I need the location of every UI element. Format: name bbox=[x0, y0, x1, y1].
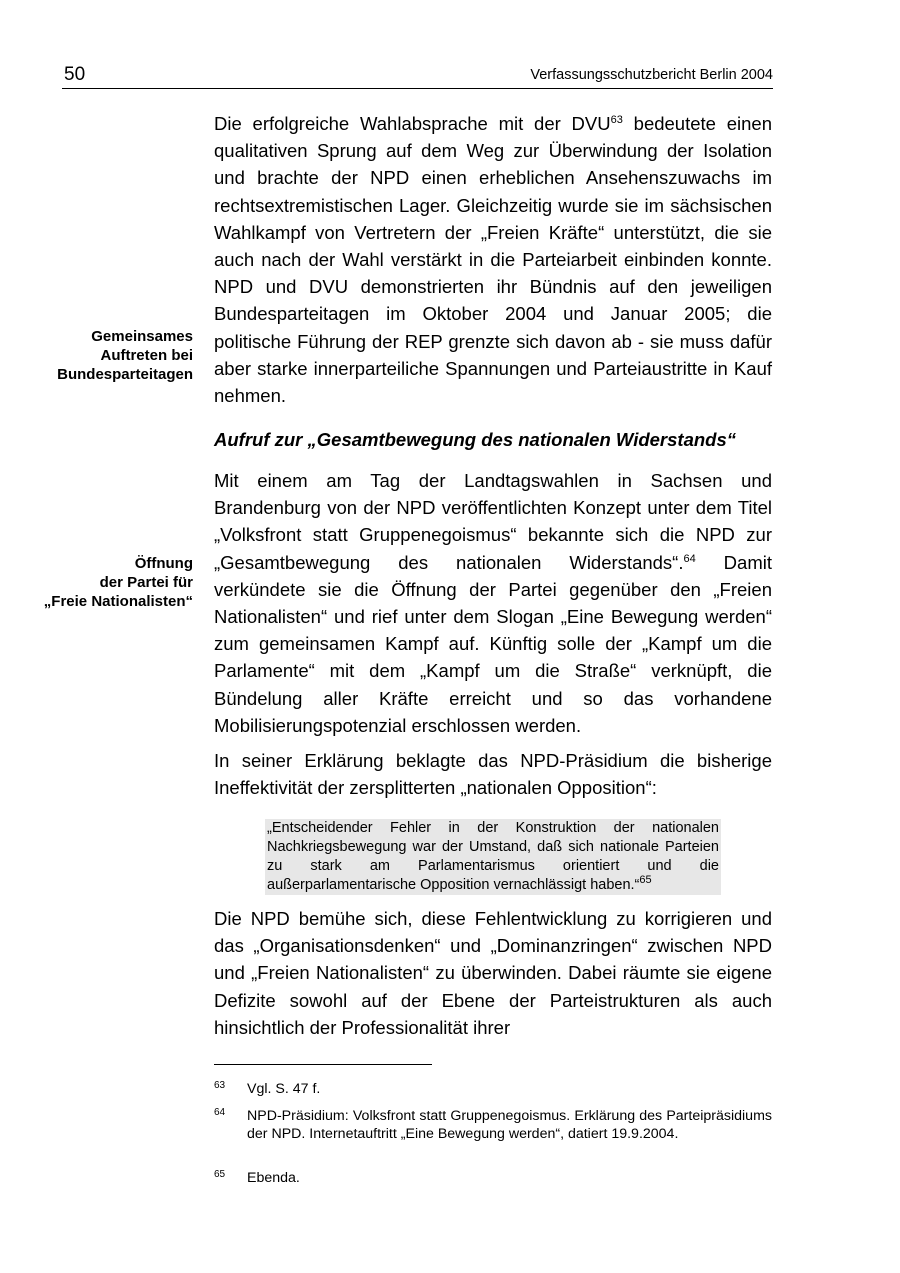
paragraph bbox=[214, 467, 772, 739]
page-header bbox=[62, 64, 773, 89]
margin-note-line: der Partei für bbox=[99, 574, 193, 591]
paragraph-text: Damit verkündete sie die Öffnung der Partei gegenüber den „Freien Nationalisten“ und rief unter dem Slogan „Eine Bewegung werden“ zum gemeinsamen Kampf auf. Künftig solle der „Kampf um die Parlamente“ mit dem „Kampf um die Straße“ verknüpft, die Bündelung aller Kräfte erreicht und so das vorhandene Mobilisierungspotenzial erschlossen werden. bbox=[214, 551, 772, 736]
margin-note-line: „Freie Nationalisten“ bbox=[43, 593, 193, 610]
footnote-text: NPD-Präsidium: Volksfront statt Gruppenegoismus. Erklärung des Parteipräsidiums der NPD. Internetauftritt „Eine Bewegung werden“, datiert 19.9.2004. bbox=[247, 1108, 772, 1142]
section-continuation bbox=[214, 905, 772, 1041]
footnote-text: Ebenda. bbox=[247, 1170, 300, 1186]
section-intro bbox=[214, 110, 772, 409]
margin-note-line: Bundesparteitagen bbox=[57, 366, 193, 383]
footnote-number: 65 bbox=[214, 1169, 226, 1180]
paragraph: Die NPD bemühe sich, diese Fehlentwicklung zu korrigieren und das „Organisationsdenken“ und „Dominanzringen“ zwischen NPD und „Freien Nationalisten“ zu überwinden. Dabei räumte sie eigene Defizite sowohl auf der Ebene der Parteistrukturen als auch hinsichtlich der Professionalität ihrer bbox=[214, 908, 772, 1038]
paragraph bbox=[214, 110, 772, 409]
quote-text: „Entscheidender Fehler in der Konstruktion der nationalen Nachkriegsbewegung war der Umstand, daß sich nationale Parteien zu stark am Parlamentarismus orientiert und die außerparlamentarische Opposition vernachlässigt haben.“ bbox=[267, 820, 719, 893]
footnote-number: 63 bbox=[214, 1080, 226, 1091]
paragraph: In seiner Erklärung beklagte das NPD-Präsidium die bisherige Ineffektivität der zersplitterten „nationalen Opposition“: bbox=[214, 750, 772, 799]
footnote-63 bbox=[214, 1081, 772, 1099]
paragraph-text: Mit einem am Tag der Landtagswahlen in Sachsen und Brandenburg von der NPD veröffentlichten Konzept unter dem Titel „Volksfront statt Gruppenegoismus“ bekannte sich die NPD zur „Gesamtbewegung des nationalen Widerstands“. bbox=[214, 470, 772, 573]
paragraph-text: bedeutete einen qualitativen Sprung auf dem Weg zur Überwindung der Isolation und brachte der NPD einen erheblichen Ansehenszuwachs im rechtsextremistischen Lager. Gleichzeitig wurde sie im sächsischen Wahlkampf von Vertretern der „Freien Kräfte“ unterstützt, die sie auch nach der Wahl verstärkt in die Parteiarbeit einbinden konnte. NPD und DVU demonstrierten ihr Bündnis auf den jeweiligen Bundesparteitagen im Oktober 2004 und Januar 2005; die politische Führung der REP grenzte sich davon ab - sie muss dafür aber starke innerparteiliche Spannungen und Parteiaustritte in Kauf nehmen. bbox=[214, 113, 772, 407]
block-quote bbox=[265, 819, 721, 895]
running-title: Verfassungsschutzbericht Berlin 2004 bbox=[530, 67, 773, 83]
paragraph-text: Die erfolgreiche Wahlabsprache mit der DVU bbox=[214, 113, 611, 134]
footnote-ref-64: 64 bbox=[683, 552, 696, 565]
page-number: 50 bbox=[64, 64, 86, 85]
footnote-65 bbox=[214, 1170, 772, 1188]
footnote-number: 64 bbox=[214, 1107, 226, 1118]
section-heading: Aufruf zur „Gesamtbewegung des nationalen Widerstands“ bbox=[214, 429, 737, 450]
footnote-separator bbox=[214, 1064, 432, 1065]
section-aufruf bbox=[214, 467, 772, 801]
margin-note-line: Öffnung bbox=[134, 555, 193, 572]
footnote-ref-65: 65 bbox=[639, 874, 652, 887]
margin-note-line: Auftreten bei bbox=[100, 347, 193, 364]
footnote-text: Vgl. S. 47 f. bbox=[247, 1081, 321, 1097]
margin-note-oeffnung bbox=[44, 554, 193, 611]
footnote-ref-63: 63 bbox=[610, 113, 623, 126]
margin-note-bundesparteitage bbox=[57, 327, 193, 384]
footnote-64 bbox=[214, 1108, 772, 1143]
margin-note-line: Gemeinsames bbox=[91, 328, 193, 345]
